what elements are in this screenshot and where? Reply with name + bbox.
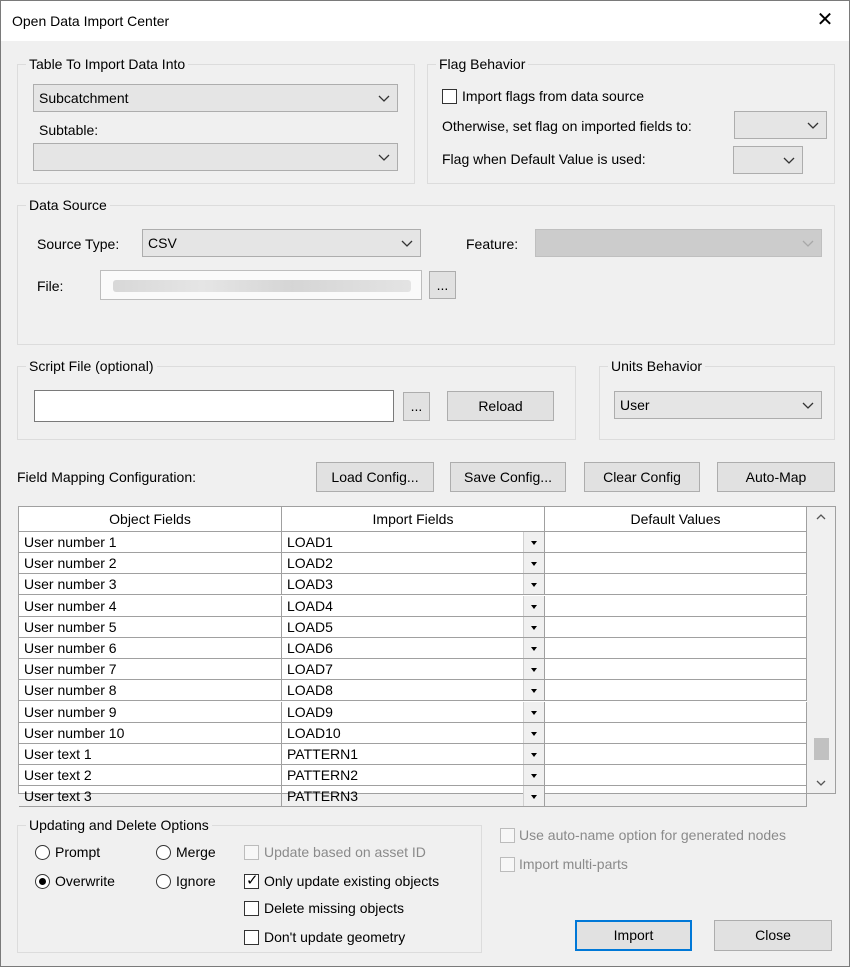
import-field-value: LOAD3 xyxy=(287,576,333,593)
import-field-cell[interactable] xyxy=(282,744,545,765)
dropdown-arrow-icon[interactable] xyxy=(523,659,544,679)
default-value-cell[interactable] xyxy=(545,744,807,765)
units-value: User xyxy=(620,397,650,413)
delete-missing-label: Delete missing objects xyxy=(264,900,405,916)
subtable-select[interactable] xyxy=(33,143,398,171)
table-row[interactable] xyxy=(19,638,807,659)
auto-map-button[interactable] xyxy=(717,462,835,492)
table-row[interactable] xyxy=(19,532,807,553)
chevron-down-icon xyxy=(377,150,391,164)
import-field-cell[interactable] xyxy=(282,638,545,659)
dropdown-arrow-icon[interactable] xyxy=(523,765,544,785)
table-row[interactable] xyxy=(19,574,807,595)
grid-header xyxy=(19,507,807,532)
default-value-cell[interactable] xyxy=(545,574,807,595)
chevron-down-icon xyxy=(782,153,796,167)
table-row[interactable] xyxy=(19,680,807,701)
script-group-title: Script File (optional) xyxy=(26,357,157,375)
object-field-cell: User text 1 xyxy=(19,744,282,765)
import-field-cell[interactable] xyxy=(282,723,545,744)
table-select-value: Subcatchment xyxy=(39,90,129,106)
import-field-value: LOAD4 xyxy=(287,597,333,614)
merge-label: Merge xyxy=(176,844,216,860)
dropdown-arrow-icon[interactable] xyxy=(523,723,544,743)
import-button[interactable] xyxy=(575,920,692,951)
default-value-cell[interactable] xyxy=(545,680,807,701)
default-value-cell[interactable] xyxy=(545,765,807,786)
default-value-cell[interactable] xyxy=(545,638,807,659)
close-icon[interactable]: ✕ xyxy=(816,9,834,31)
asset-id-checkbox[interactable] xyxy=(244,845,259,860)
dropdown-arrow-icon[interactable] xyxy=(523,617,544,637)
script-browse-label: ... xyxy=(410,398,423,414)
default-value-cell[interactable] xyxy=(545,786,807,807)
multi-parts-checkbox[interactable] xyxy=(500,857,515,872)
import-field-value: PATTERN1 xyxy=(287,746,359,762)
dont-update-geometry-label: Don't update geometry xyxy=(264,929,406,945)
dropdown-arrow-icon[interactable] xyxy=(523,596,544,616)
object-field-cell: User text 2 xyxy=(19,765,282,786)
import-label: Import xyxy=(613,927,654,943)
update-group-title: Updating and Delete Options xyxy=(26,816,212,834)
import-flags-checkbox[interactable] xyxy=(442,89,457,104)
dropdown-arrow-icon[interactable] xyxy=(523,702,544,722)
prompt-label: Prompt xyxy=(55,844,101,860)
units-group-title: Units Behavior xyxy=(608,357,705,375)
auto-name-checkbox[interactable] xyxy=(500,828,515,843)
units-select[interactable] xyxy=(614,391,822,419)
data-source-title: Data Source xyxy=(26,196,110,214)
default-value-cell[interactable] xyxy=(545,702,807,723)
check-icon: ✓ xyxy=(246,872,259,889)
object-field-cell: User number 1 xyxy=(19,532,282,553)
default-value-cell[interactable] xyxy=(545,596,807,617)
import-field-value: LOAD5 xyxy=(287,618,333,635)
feature-label: Feature: xyxy=(466,236,519,252)
import-field-cell[interactable] xyxy=(282,532,545,553)
table-row[interactable] xyxy=(19,723,807,744)
flag-group-title: Flag Behavior xyxy=(436,55,528,73)
import-field-cell[interactable] xyxy=(282,680,545,701)
import-field-cell[interactable] xyxy=(282,574,545,595)
merge-radio[interactable] xyxy=(156,845,171,860)
overwrite-label: Overwrite xyxy=(55,873,115,889)
dropdown-arrow-icon[interactable] xyxy=(523,638,544,658)
ignore-radio[interactable] xyxy=(156,874,171,889)
table-row[interactable] xyxy=(19,744,807,765)
scroll-up-icon[interactable] xyxy=(807,509,835,529)
clear-config-label: Clear Config xyxy=(603,469,681,485)
chevron-down-icon xyxy=(801,236,815,250)
otherwise-flag-label: Otherwise, set flag on imported fields to: xyxy=(442,118,692,134)
table-row[interactable] xyxy=(19,786,807,807)
default-flag-select[interactable] xyxy=(733,146,803,174)
multi-parts-label: Import multi-parts xyxy=(519,856,628,872)
scroll-down-icon[interactable] xyxy=(807,775,835,795)
chevron-down-icon xyxy=(815,777,827,789)
file-path-field[interactable] xyxy=(100,270,422,300)
default-value-cell[interactable] xyxy=(545,553,807,574)
table-row[interactable] xyxy=(19,553,807,574)
object-field-cell: User number 2 xyxy=(19,553,282,574)
chevron-up-icon xyxy=(815,511,827,523)
chevron-down-icon xyxy=(806,118,820,132)
save-config-button[interactable] xyxy=(450,462,566,492)
import-field-cell[interactable] xyxy=(282,765,545,786)
column-header-default-values[interactable]: Default Values xyxy=(545,507,807,532)
object-field-cell: User number 9 xyxy=(19,702,282,723)
import-field-value: LOAD8 xyxy=(287,682,333,699)
dropdown-arrow-icon[interactable] xyxy=(523,553,544,573)
import-field-value: LOAD1 xyxy=(287,534,333,550)
scroll-thumb[interactable] xyxy=(814,738,829,760)
object-field-cell: User number 6 xyxy=(19,638,282,659)
import-field-cell[interactable] xyxy=(282,659,545,680)
default-value-cell[interactable] xyxy=(545,659,807,680)
table-row[interactable] xyxy=(19,659,807,680)
file-browse-button[interactable] xyxy=(429,271,456,299)
otherwise-flag-select[interactable] xyxy=(734,111,827,139)
title-bar xyxy=(1,1,849,41)
object-field-cell: User number 4 xyxy=(19,596,282,617)
object-field-cell: User number 7 xyxy=(19,659,282,680)
field-mapping-label: Field Mapping Configuration: xyxy=(17,469,196,485)
asset-id-label: Update based on asset ID xyxy=(264,844,426,860)
source-type-label: Source Type: xyxy=(37,236,120,252)
import-flags-label: Import flags from data source xyxy=(462,88,645,104)
table-row[interactable] xyxy=(19,765,807,786)
table-select[interactable] xyxy=(33,84,398,112)
file-path-redacted xyxy=(113,280,411,292)
load-config-label: Load Config... xyxy=(331,469,419,485)
default-value-cell[interactable] xyxy=(545,723,807,744)
import-field-cell[interactable] xyxy=(282,617,545,638)
table-row[interactable] xyxy=(19,617,807,638)
only-existing-checkbox[interactable] xyxy=(244,874,259,889)
source-type-select[interactable] xyxy=(142,229,421,257)
import-field-value: PATTERN3 xyxy=(287,788,359,805)
chevron-down-icon xyxy=(377,91,391,105)
object-field-cell: User number 5 xyxy=(19,617,282,638)
default-flag-label: Flag when Default Value is used: xyxy=(442,151,646,167)
close-label: Close xyxy=(755,927,791,943)
file-browse-label: ... xyxy=(436,277,449,293)
reload-button[interactable] xyxy=(447,391,554,421)
ignore-label: Ignore xyxy=(176,873,216,889)
overwrite-radio[interactable] xyxy=(35,874,50,889)
object-field-cell: User number 10 xyxy=(19,723,282,744)
reload-label: Reload xyxy=(478,398,523,414)
dont-update-geometry-checkbox[interactable] xyxy=(244,930,259,945)
import-field-cell[interactable] xyxy=(282,553,545,574)
import-field-value: LOAD6 xyxy=(287,640,333,656)
source-type-value: CSV xyxy=(148,235,177,251)
prompt-radio[interactable] xyxy=(35,845,50,860)
default-value-cell[interactable] xyxy=(545,617,807,638)
window-title: Open Data Import Center xyxy=(12,13,170,29)
script-browse-button[interactable] xyxy=(403,392,430,421)
import-field-cell[interactable] xyxy=(282,596,545,617)
dropdown-arrow-icon[interactable] xyxy=(523,786,544,806)
object-field-cell: User number 8 xyxy=(19,680,282,701)
table-row[interactable] xyxy=(19,596,807,617)
subtable-label: Subtable: xyxy=(39,122,99,138)
save-config-label: Save Config... xyxy=(464,469,552,485)
field-mapping-grid xyxy=(18,506,836,805)
table-group-title: Table To Import Data Into xyxy=(26,55,188,73)
dropdown-arrow-icon[interactable] xyxy=(523,574,544,594)
dropdown-arrow-icon[interactable] xyxy=(523,680,544,700)
column-header-import-fields[interactable]: Import Fields xyxy=(282,507,545,532)
import-field-value: LOAD7 xyxy=(287,661,333,678)
feature-select[interactable] xyxy=(535,229,822,257)
grid-scrollbar[interactable] xyxy=(807,507,835,793)
chevron-down-icon xyxy=(400,236,414,250)
import-field-value: LOAD9 xyxy=(287,703,333,720)
table-row[interactable] xyxy=(19,702,807,723)
import-field-cell[interactable] xyxy=(282,702,545,723)
import-field-value: LOAD2 xyxy=(287,555,333,572)
default-value-cell[interactable] xyxy=(545,532,807,553)
auto-map-label: Auto-Map xyxy=(745,469,807,485)
dropdown-arrow-icon[interactable] xyxy=(523,532,544,552)
chevron-down-icon xyxy=(801,398,815,412)
import-field-value: PATTERN2 xyxy=(287,767,359,784)
file-label: File: xyxy=(37,278,64,294)
column-header-object-fields[interactable]: Object Fields xyxy=(19,507,282,532)
load-config-button[interactable] xyxy=(316,462,434,492)
only-existing-label: Only update existing objects xyxy=(264,873,440,889)
clear-config-button[interactable] xyxy=(584,462,700,492)
object-field-cell: User text 3 xyxy=(19,786,282,807)
auto-name-label: Use auto-name option for generated nodes xyxy=(519,827,786,843)
import-field-cell[interactable] xyxy=(282,786,545,807)
close-button[interactable] xyxy=(714,920,832,951)
import-field-value: LOAD10 xyxy=(287,724,341,741)
object-field-cell: User number 3 xyxy=(19,574,282,595)
script-file-field[interactable] xyxy=(34,390,394,422)
radio-selected-dot xyxy=(39,878,46,885)
dropdown-arrow-icon[interactable] xyxy=(523,744,544,764)
delete-missing-checkbox[interactable] xyxy=(244,901,259,916)
